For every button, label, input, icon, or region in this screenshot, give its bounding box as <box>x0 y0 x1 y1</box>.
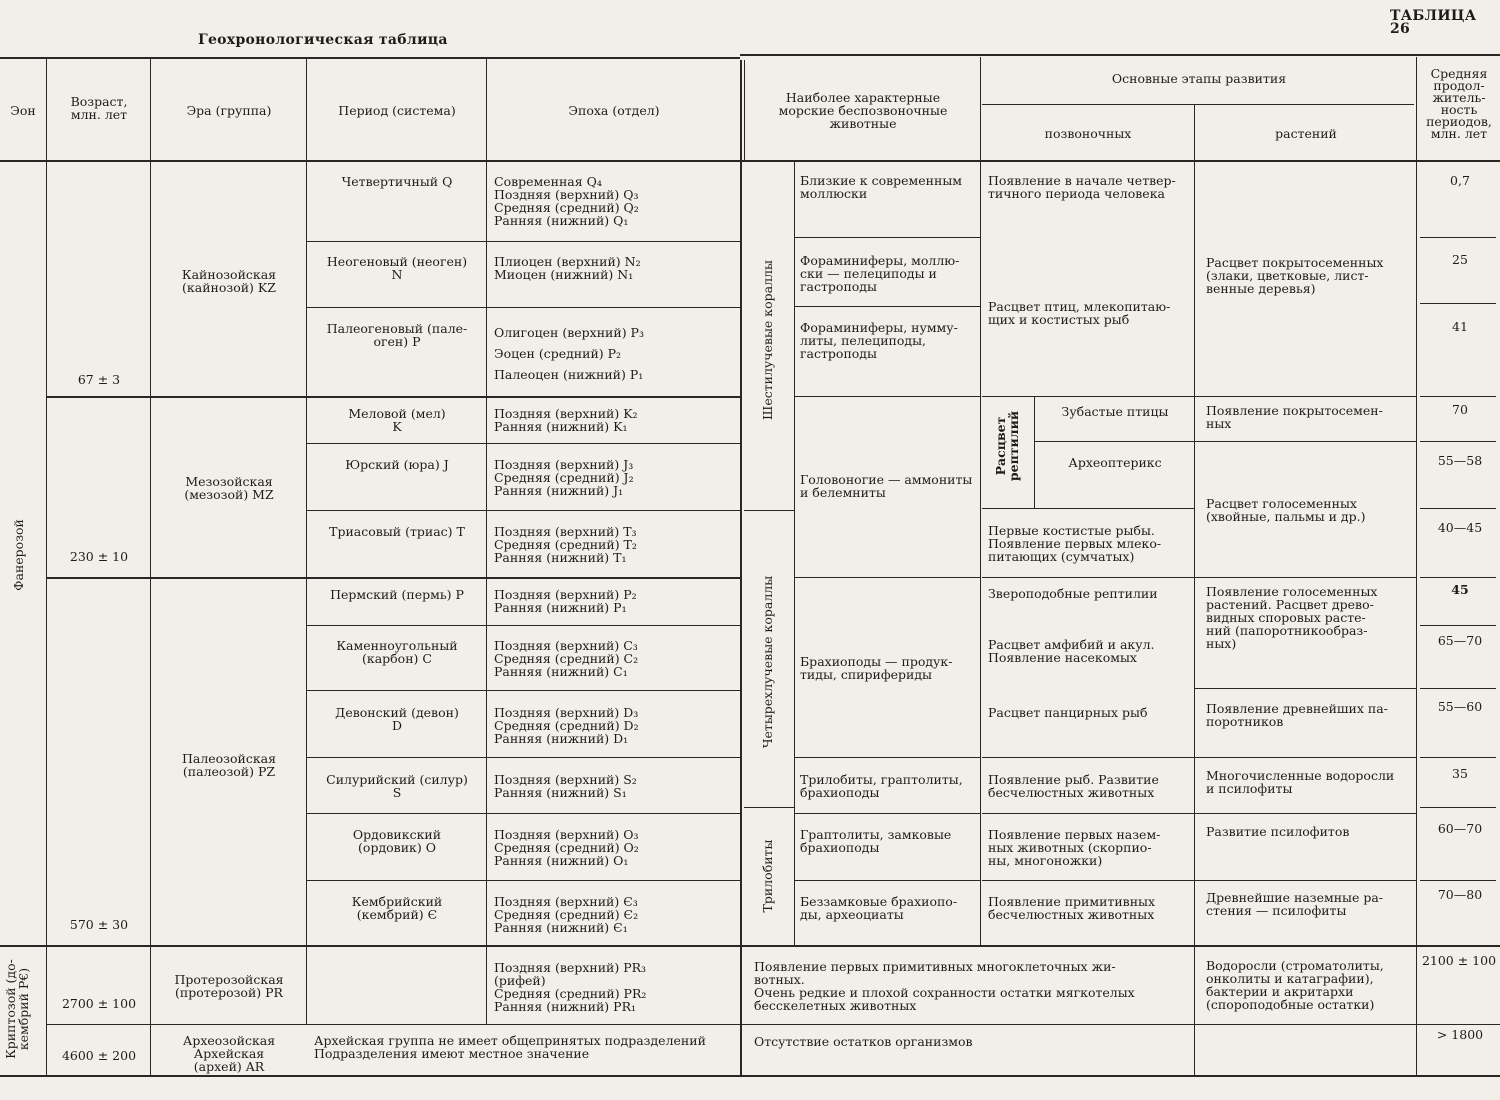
age-ar: 4600 ± 200 <box>61 1048 137 1063</box>
era-pr: Протерозойская (протерозой) PR <box>174 972 284 1000</box>
header-duration: Средняя продол- житель- ность периодов, млн. лет <box>1426 66 1492 141</box>
header-age: Возраст, млн. лет <box>70 94 128 122</box>
duration-paleogene: 41 <box>1452 319 1468 334</box>
period-quaternary: Четвертичный Q <box>341 174 453 189</box>
header-vertebrates: позвоночных <box>1044 126 1132 141</box>
period-devonian: Девонский (девон) D <box>335 705 459 733</box>
duration-carboniferous: 65—70 <box>1437 633 1483 648</box>
epochs-archean: Архейская группа не имеет общепринятых подразделений Подразделения имеют местное значение <box>314 1033 706 1061</box>
epochs-permian: Поздняя (верхний) P₂ Ранняя (нижний) P₁ <box>494 587 637 615</box>
table-label: ТАБЛИЦА 26 <box>1390 8 1477 37</box>
header-plants: растений <box>1275 126 1337 141</box>
era-kz: Кайнозойская (кайнозой) KZ <box>181 267 277 295</box>
plants-cretaceous: Появление покрытосемен- ных <box>1206 403 1383 431</box>
period-cambrian: Кембрийский (кембрий) Є <box>351 894 443 922</box>
age-pr: 2700 ± 100 <box>61 996 137 1011</box>
period-cretaceous: Меловой (мел) K <box>348 406 446 434</box>
duration-jurassic: 55—58 <box>1437 453 1483 468</box>
duration-ordovician: 60—70 <box>1437 821 1483 836</box>
duration-neogene: 25 <box>1452 252 1468 267</box>
plants-jurassic-triassic: Расцвет голосеменных (хвойные, пальмы и др.) <box>1206 496 1366 524</box>
era-mz: Мезозойская (мезозой) MZ <box>184 474 274 502</box>
epoch-paleocene: Палеоцен (нижний) P₁ <box>494 367 644 382</box>
epochs-neogene: Плиоцен (верхний) N₂ Миоцен (нижний) N₁ <box>494 254 641 282</box>
vert-silurian: Появление рыб. Развитие бесчелюстных животных <box>988 772 1159 800</box>
epochs-silurian: Поздняя (верхний) S₂ Ранняя (нижний) S₁ <box>494 772 637 800</box>
epochs-cambrian: Поздняя (верхний) Є₃ Средняя (средний) Є₂ Ранняя (нижний) Є₁ <box>494 894 639 935</box>
duration-quaternary: 0,7 <box>1450 173 1470 188</box>
epochs-proterozoic: Поздняя (верхний) PR₃ (рифей) Средняя (средний) PR₂ Ранняя (нижний) PR₁ <box>494 960 647 1014</box>
epochs-carboniferous: Поздняя (верхний) C₃ Средняя (средний) C₂ Ранняя (нижний) C₁ <box>494 638 639 679</box>
era-ar: Археозойская Архейская (архей) AR <box>182 1033 276 1074</box>
era-pz: Палеозойская (палеозой) PZ <box>181 751 277 779</box>
duration-silurian: 35 <box>1452 766 1468 781</box>
age-pz: 570 ± 30 <box>69 917 129 932</box>
four-ray-corals: Четырехлучевые кораллы <box>760 575 775 749</box>
duration-cambrian: 70—80 <box>1437 887 1483 902</box>
header-period: Период (система) <box>338 103 456 118</box>
invert-mesozoic: Головоногие — аммониты и белемниты <box>800 472 973 500</box>
period-neogene: Неогеновый (неоген) N <box>326 254 468 282</box>
duration-permian: 45 <box>1451 582 1469 597</box>
epoch-eocene: Эоцен (средний) P₂ <box>494 346 622 361</box>
plants-ordovician: Развитие псилофитов <box>1206 824 1350 839</box>
epochs-ordovician: Поздняя (верхний) O₃ Средняя (средний) O₂ Ранняя (нижний) O₁ <box>494 827 639 868</box>
period-paleogene: Палеогеновый (пале- оген) P <box>326 321 468 349</box>
duration-devonian: 55—60 <box>1437 699 1483 714</box>
page-title: Геохронологическая таблица <box>198 32 448 48</box>
period-silurian: Силурийский (силур) S <box>326 772 468 800</box>
header-epoch: Эпоха (отдел) <box>568 103 660 118</box>
header-stages: Основные этапы развития <box>1111 71 1287 86</box>
invert-quaternary: Близкие к современным моллюски <box>800 173 962 201</box>
invert-upper-paleozoic: Брахиоподы — продук- тиды, спирифериды <box>800 654 953 682</box>
epoch-oligocene: Олигоцен (верхний) P₃ <box>494 325 644 340</box>
epochs-triassic: Поздняя (верхний) T₃ Средняя (средний) T₂ Ранняя (нижний) T₁ <box>494 524 637 565</box>
vert-permian: Звероподобные рептилии <box>988 586 1158 601</box>
age-kz: 67 ± 3 <box>77 372 121 387</box>
duration-triassic: 40—45 <box>1437 520 1483 535</box>
plants-silurian: Многочисленные водоросли и псилофиты <box>1206 768 1395 796</box>
invert-silurian: Трилобиты, граптолиты, брахиоподы <box>800 772 963 800</box>
vert-cambrian: Появление примитивных бесчелюстных животных <box>988 894 1156 922</box>
plants-proterozoic: Водоросли (строматолиты, онколиты и катаграфии), бактерии и акритархи (спороподобные остатки) <box>1206 958 1384 1012</box>
plants-cenozoic: Расцвет покрытосеменных (злаки, цветковые, лист- венные деревья) <box>1206 255 1384 296</box>
epochs-cretaceous: Поздняя (верхний) K₂ Ранняя (нижний) K₁ <box>494 406 638 434</box>
duration-archean: > 1800 <box>1436 1027 1484 1042</box>
invert-ordovician: Граптолиты, замковые брахиоподы <box>800 827 952 855</box>
six-ray-corals: Шестилучевые кораллы <box>760 260 775 420</box>
trilobites-label: Трилобиты <box>760 839 775 913</box>
header-invertebrates: Наиболее характерные морские беспозвоночные животные <box>778 90 948 131</box>
epochs-quaternary: Современная Q₄ Поздняя (верхний) Q₃ Средняя (средний) Q₂ Ранняя (нижний) Q₁ <box>494 174 639 228</box>
epochs-devonian: Поздняя (верхний) D₃ Средняя (средний) D₂ Ранняя (нижний) D₁ <box>494 705 639 746</box>
eon-cryptozoic: Криптозой (до- кембрий Р€) <box>3 959 31 1059</box>
duration-proterozoic: 2100 ± 100 <box>1421 953 1497 968</box>
plants-cambrian: Древнейшие наземные ра- стения — псилофиты <box>1206 890 1384 918</box>
period-jurassic: Юрский (юра) J <box>345 457 449 472</box>
vert-jurassic: Археоптерикс <box>1068 455 1162 470</box>
vert-devonian: Расцвет панцирных рыб <box>988 705 1148 720</box>
vert-ordovician: Появление первых назем- ных животных (скорпио- ны, многоножки) <box>988 827 1161 868</box>
invert-archean: Отсутствие остатков организмов <box>754 1034 973 1049</box>
header-eon: Эон <box>10 103 36 118</box>
period-permian: Пермский (пермь) P <box>330 587 464 602</box>
invert-proterozoic: Появление первых примитивных многоклеточных жи- вотных. Очень редкие и плохой сохранности остатки мягкотелых бесскелетных животных <box>754 959 1135 1013</box>
vert-quaternary: Появление в начале четвер- тичного периода человека <box>988 173 1176 201</box>
age-mz: 230 ± 10 <box>69 549 129 564</box>
vert-cretaceous: Зубастые птицы <box>1061 404 1169 419</box>
period-carboniferous: Каменноугольный (карбон) C <box>336 638 458 666</box>
period-triassic: Триасовый (триас) T <box>329 524 465 539</box>
vert-cenozoic: Расцвет птиц, млекопитаю- щих и костистых рыб <box>988 299 1171 327</box>
period-ordovician: Ордовикский (ордовик) O <box>352 827 442 855</box>
vert-carboniferous: Расцвет амфибий и акул. Появление насекомых <box>988 637 1155 665</box>
invert-neogene: Фораминиферы, моллю- ски — пелециподы и гастроподы <box>800 253 960 294</box>
plants-devonian: Появление древнейших па- поротников <box>1206 701 1388 729</box>
epochs-jurassic: Поздняя (верхний) J₃ Средняя (средний) J₂ Ранняя (нижний) J₁ <box>494 457 634 498</box>
invert-cambrian: Беззамковые брахиопо- ды, археоциаты <box>800 894 958 922</box>
plants-permian-carboniferous: Появление голосеменных растений. Расцвет древо- видных споровых расте- ний (папоротникообраз- ных) <box>1206 584 1378 651</box>
vert-triassic: Первые костистые рыбы. Появление первых млеко- питающих (сумчатых) <box>988 523 1162 564</box>
eon-phanerozoic: Фанерозой <box>11 519 26 591</box>
vert-reptiles: Расцвет рептилий <box>993 410 1021 482</box>
invert-paleogene: Фораминиферы, нумму- литы, пелециподы, гастроподы <box>800 320 958 361</box>
duration-cretaceous: 70 <box>1452 402 1468 417</box>
header-era: Эра (группа) <box>186 103 272 118</box>
